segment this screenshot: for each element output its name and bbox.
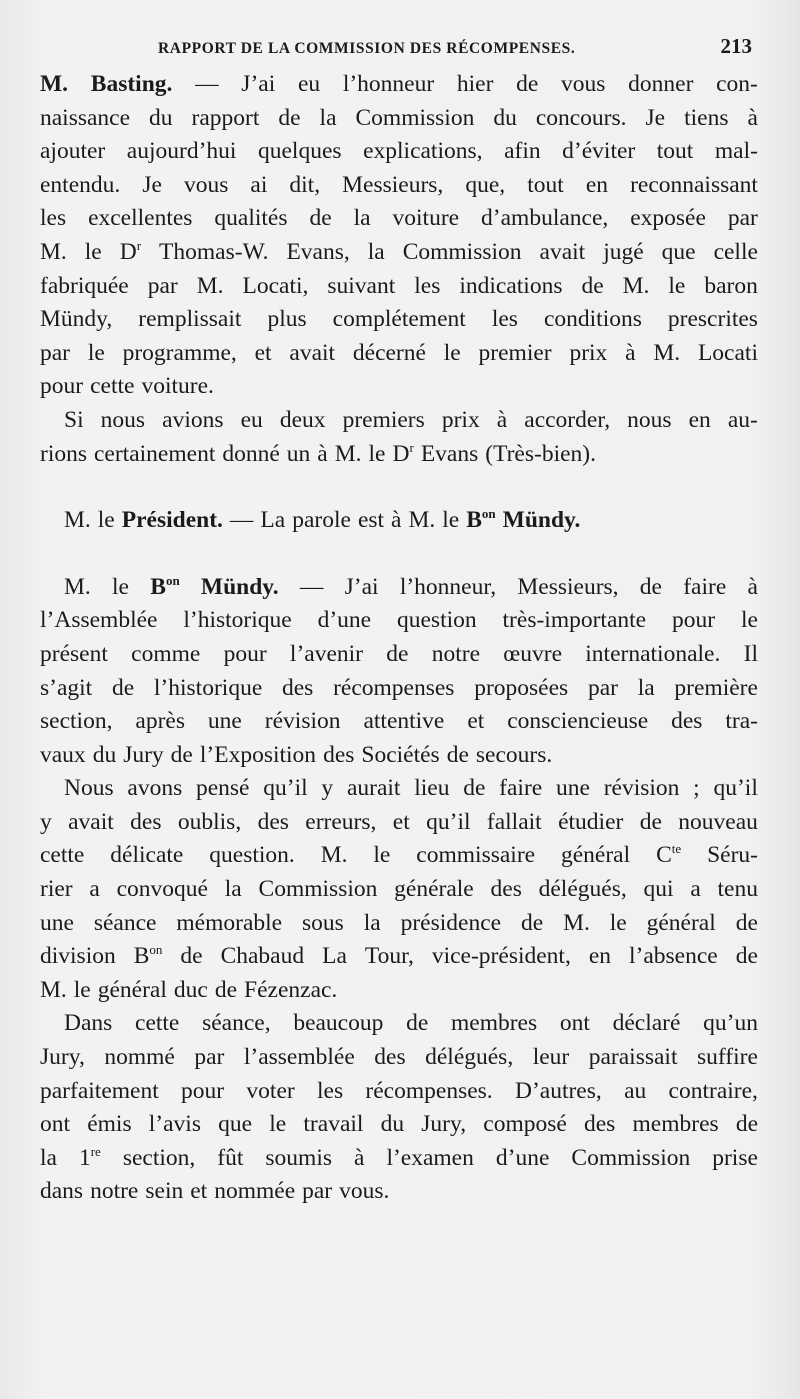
text-line: Si nous avions eu deux premiers prix à accorder, nous en au- xyxy=(64,406,758,433)
text-line: M. Basting. — J’ai eu l’honneur hier de vous donner con- xyxy=(40,71,758,97)
text-line: dans notre sein et nommée par vous. xyxy=(40,1178,390,1205)
text-line: présent comme pour l’avenir de notre œuvre internationale. Il xyxy=(40,640,758,667)
text-line: parfaitement pour voter les récompenses. D’autres, au contraire, xyxy=(40,1077,758,1104)
paragraph-gap xyxy=(40,471,758,504)
text-line: Mündy, remplissait plus complétement les conditions prescrites xyxy=(40,306,758,333)
text-line: Jury, nommé par l’assemblée des délégués, leur paraissait suffire xyxy=(40,1044,758,1071)
text-line: une séance mémorable sous la présidence de M. le général de xyxy=(40,909,758,936)
text-line: vaux du Jury de l’Exposition des Sociétés de secours. xyxy=(40,741,553,768)
running-title: RAPPORT DE LA COMMISSION DES RÉCOMPENSES. xyxy=(158,40,576,57)
paragraph-mundy xyxy=(40,571,758,773)
text-line: s’agit de l’historique des récompenses proposées par la première xyxy=(40,674,758,701)
text-line: cette délicate question. M. le commissaire général $C^{te}$ Séru- xyxy=(40,841,758,869)
text-line: M. le général duc de Fézenzac. xyxy=(40,976,338,1003)
text-line: M. le $B^{on}$ Mündy. — J’ai l’honneur, Messieurs, de faire à xyxy=(64,572,758,600)
text-line: y avait des oublis, des erreurs, et qu’il fallait étudier de nouveau xyxy=(40,808,758,835)
text-line: par le programme, et avait décerné le premier prix à M. Locati xyxy=(40,339,758,366)
text-line: section, après une révision attentive et consciencieuse des tra- xyxy=(40,708,758,735)
text-line: rier a convoqué la Commission générale des délégués, qui a tenu xyxy=(40,876,758,903)
text-line: entendu. Je vous ai dit, Messieurs, que, tout en reconnaissant xyxy=(40,171,758,198)
text-line: rions certainement donné un à M. le $D^r$ Evans (Très-bien). xyxy=(40,439,596,467)
text-line: les excellentes qualités de la voiture d’ambulance, exposée par xyxy=(40,205,758,232)
text-line: ont émis l’avis que le travail du Jury, composé des membres de xyxy=(40,1111,758,1138)
paragraph-gap xyxy=(40,538,758,571)
text-line: fabriquée par M. Locati, suivant les indications de M. le baron xyxy=(40,272,758,299)
running-head xyxy=(158,34,752,59)
text-line: Dans cette séance, beaucoup de membres ont déclaré qu’un xyxy=(64,1010,758,1037)
body-text xyxy=(40,68,758,1209)
text-line: l’Assemblée l’historique d’une question très-importante pour le xyxy=(40,607,758,634)
text-line: M. le Président. — La parole est à M. le $B^{on}$ Mündy. xyxy=(64,506,581,534)
text-line: naissance du rapport de la Commission du concours. Je tiens à xyxy=(40,104,758,131)
paragraph-basting-2 xyxy=(40,404,758,471)
paragraph-basting xyxy=(40,68,758,404)
text-line: la 1re section, fût soumis à l’examen d’une Commission prise xyxy=(40,1143,758,1171)
text-line: division $B^{on}$ de Chabaud La Tour, vice-président, en l’absence de xyxy=(40,942,758,970)
paragraph-seance xyxy=(40,1007,758,1209)
paragraph-president xyxy=(40,504,758,538)
paragraph-revision xyxy=(40,772,758,1007)
text-line: M. le $D^r$ Thomas-W. Evans, la Commission avait jugé que celle xyxy=(40,237,758,265)
text-line: ajouter aujourd’hui quelques explications, afin d’éviter tout mal- xyxy=(40,138,758,165)
text-line: pour cette voiture. xyxy=(40,373,214,400)
text-line: Nous avons pensé qu’il y aurait lieu de faire une révision ; qu’il xyxy=(64,775,758,802)
page-number: 213 xyxy=(720,34,752,58)
